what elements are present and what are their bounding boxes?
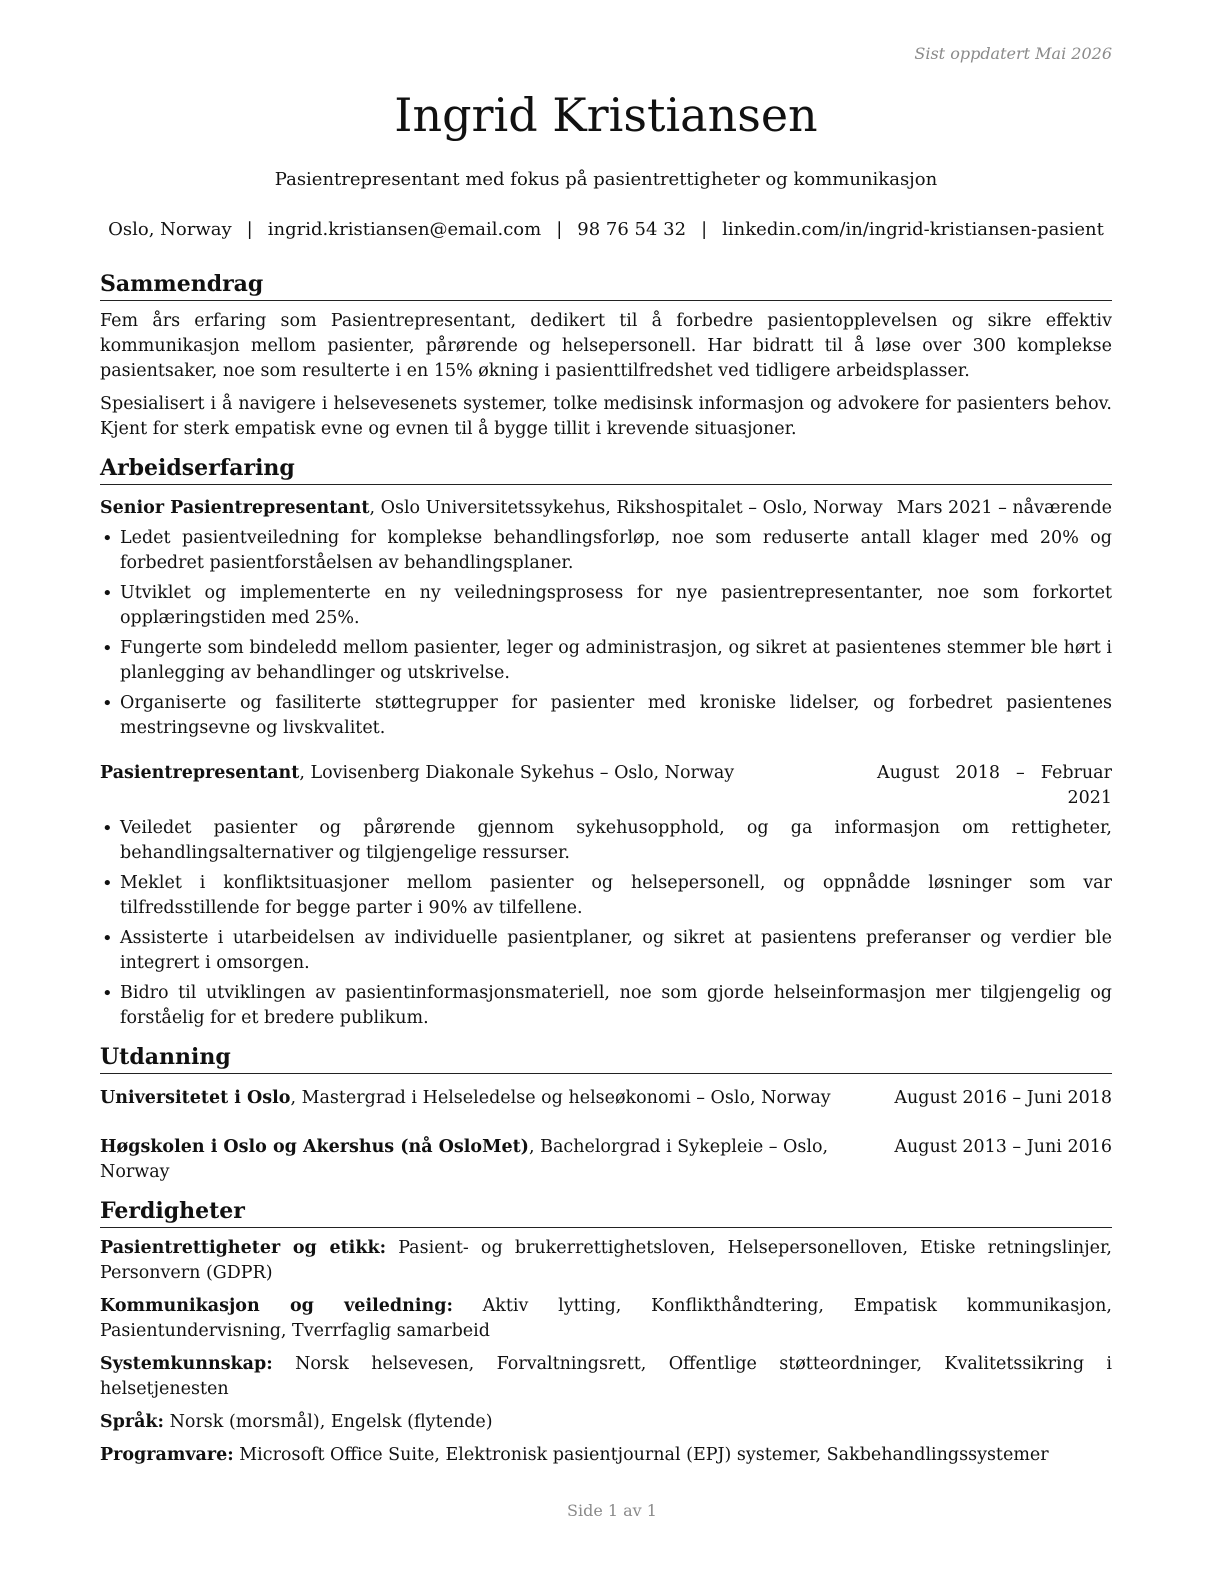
contact-linkedin[interactable]: linkedin.com/in/ingrid-kristiansen-pasient	[722, 219, 1104, 240]
summary-paragraph: Fem års erfaring som Pasientrepresentant, dedikert til å forbedre pasientopplevelsen og sikre effektiv kommunikasjon mellom pasienter, pårørende og helsepersonell. Har bidratt til å løse over 300 komplekse pasientsaker, noe som resulterte i en 15% økning i pasienttilfredshet ved tidligere arbeidsplasser.	[100, 311, 1112, 381]
section-title: Sammendrag	[100, 270, 1112, 301]
list-item: • Ledet pasientveiledning for komplekse behandlingsforløp, noe som reduserte antall klager med 20% og forbedret pasientforståelsen av behandlingsplaner.	[100, 526, 1112, 576]
skill-line	[100, 1443, 1112, 1468]
contact-line	[90, 219, 1122, 240]
job-dates: August 2018 – Februar 2021	[877, 763, 1112, 808]
contact-location: Oslo, Norway	[108, 219, 232, 240]
skill-value: Norsk helsevesen, Forvaltningsrett, Offentlige støtteordninger, Kvalitetssikring i helsetjenesten	[100, 1354, 1112, 1399]
list-item: • Assisterte i utarbeidelsen av individuelle pasientplaner, og sikret at pasientens preferanser og verdier ble integrert i omsorgen.	[100, 926, 1112, 976]
skill-line	[100, 1294, 1112, 1344]
contact-separator: |	[701, 219, 708, 240]
skill-value: Microsoft Office Suite, Elektronisk pasientjournal (EPJ) systemer, Sakbehandlingssystemer	[233, 1445, 1049, 1465]
contact-separator: |	[556, 219, 563, 240]
education-item	[100, 1086, 1112, 1111]
skill-label: Pasientrettigheter og etikk:	[100, 1238, 387, 1258]
skill-line	[100, 1410, 1112, 1435]
summary-paragraph: Spesialisert i å navigere i helsevesenets systemer, tolke medisinsk informasjon og advokere for pasienters behov. Kjent for sterk empatisk evne og evnen til å bygge tillit i krevende situasjoner.	[100, 394, 1112, 439]
contact-phone: 98 76 54 32	[577, 219, 687, 240]
list-item: • Organiserte og fasiliterte støttegrupper for pasienter med kroniske lidelser, og forbedret pasientenes mestringsevne og livskvalitet.	[100, 691, 1112, 741]
education-title-line	[100, 1135, 894, 1185]
education-title-line	[100, 1086, 894, 1111]
job-role: Pasientrepresentant	[100, 763, 300, 783]
education-dates: August 2016 – Juni 2018	[894, 1088, 1112, 1108]
page-number: Side 1 av 1	[567, 1501, 657, 1520]
job-bullets	[100, 526, 1112, 741]
summary-section	[100, 270, 1112, 442]
skill-label: Systemkunnskap:	[100, 1354, 273, 1374]
education-dates: August 2013 – Juni 2016	[894, 1137, 1112, 1157]
job-header	[100, 761, 1112, 811]
skill-line	[100, 1236, 1112, 1286]
list-item: • Meklet i konfliktsituasjoner mellom pasienter og helsepersonell, og oppnådde løsninger som var tilfredsstillende for begge parter i 90% av tilfellene.	[100, 871, 1112, 921]
experience-section	[100, 454, 1112, 1031]
list-item: • Bidro til utviklingen av pasientinformasjonsmateriell, noe som gjorde helseinformasjon mer tilgjengelig og forståelig for et bredere publikum.	[100, 981, 1112, 1031]
job-org: , Lovisenberg Diakonale Sykehus – Oslo, Norway	[299, 763, 735, 783]
skill-value: Aktiv lytting, Konflikthåndtering, Empatisk kommunikasjon, Pasientundervisning, Tverrfaglig samarbeid	[100, 1296, 1112, 1341]
job-org: , Oslo Universitetssykehus, Rikshospitalet – Oslo, Norway	[369, 498, 883, 518]
job-title-line	[100, 761, 877, 786]
skill-line	[100, 1352, 1112, 1402]
education-detail: , Bachelorgrad i Sykepleie – Oslo, Norway	[100, 1137, 829, 1182]
spacer	[100, 741, 1112, 759]
list-item: • Utviklet og implementerte en ny veiledningsprosess for nye pasientrepresentanter, noe som forkortet opplæringstiden med 25%.	[100, 581, 1112, 631]
education-item	[100, 1135, 1112, 1185]
job-role: Senior Pasientrepresentant	[100, 498, 370, 518]
candidate-name: Ingrid Kristiansen	[394, 88, 818, 142]
resume-body	[100, 270, 1112, 1468]
contact-separator: |	[246, 219, 253, 240]
skill-label: Programvare:	[100, 1445, 234, 1465]
job-header	[100, 496, 1112, 521]
last-updated: Sist oppdatert Mai 2026	[914, 44, 1112, 63]
skills-section	[100, 1197, 1112, 1468]
section-title: Arbeidserfaring	[100, 454, 1112, 485]
list-item: • Fungerte som bindeledd mellom pasienter, leger og administrasjon, og sikret at pasientenes stemmer ble hørt i planlegging av behandlinger og utskrivelse.	[100, 636, 1112, 686]
job-title-line	[100, 496, 897, 521]
education-section	[100, 1043, 1112, 1185]
section-title: Utdanning	[100, 1043, 1112, 1074]
skill-value: Pasient- og brukerrettighetsloven, Helsepersonelloven, Etiske retningslinjer, Personvern (GDPR)	[100, 1238, 1112, 1283]
skill-label: Kommunikasjon og veiledning:	[100, 1296, 453, 1316]
section-title: Ferdigheter	[100, 1197, 1112, 1228]
job-dates: Mars 2021 – nåværende	[896, 498, 1112, 518]
skill-value: Norsk (morsmål), Engelsk (flytende)	[164, 1412, 493, 1432]
tagline: Pasientrepresentant med fokus på pasientrettigheter og kommunikasjon	[274, 169, 938, 190]
job-bullets	[100, 816, 1112, 1031]
education-detail: , Mastergrad i Helseledelse og helseøkonomi – Oslo, Norway	[290, 1088, 831, 1108]
contact-email[interactable]: ingrid.kristiansen@email.com	[267, 219, 542, 240]
skill-label: Språk:	[100, 1412, 165, 1432]
education-school: Universitetet i Oslo	[100, 1088, 291, 1108]
education-school: Høgskolen i Oslo og Akershus (nå OsloMet)	[100, 1137, 529, 1157]
list-item: • Veiledet pasienter og pårørende gjennom sykehusopphold, og ga informasjon om rettigheter, behandlingsalternativer og tilgjengelige ressurser.	[100, 816, 1112, 866]
